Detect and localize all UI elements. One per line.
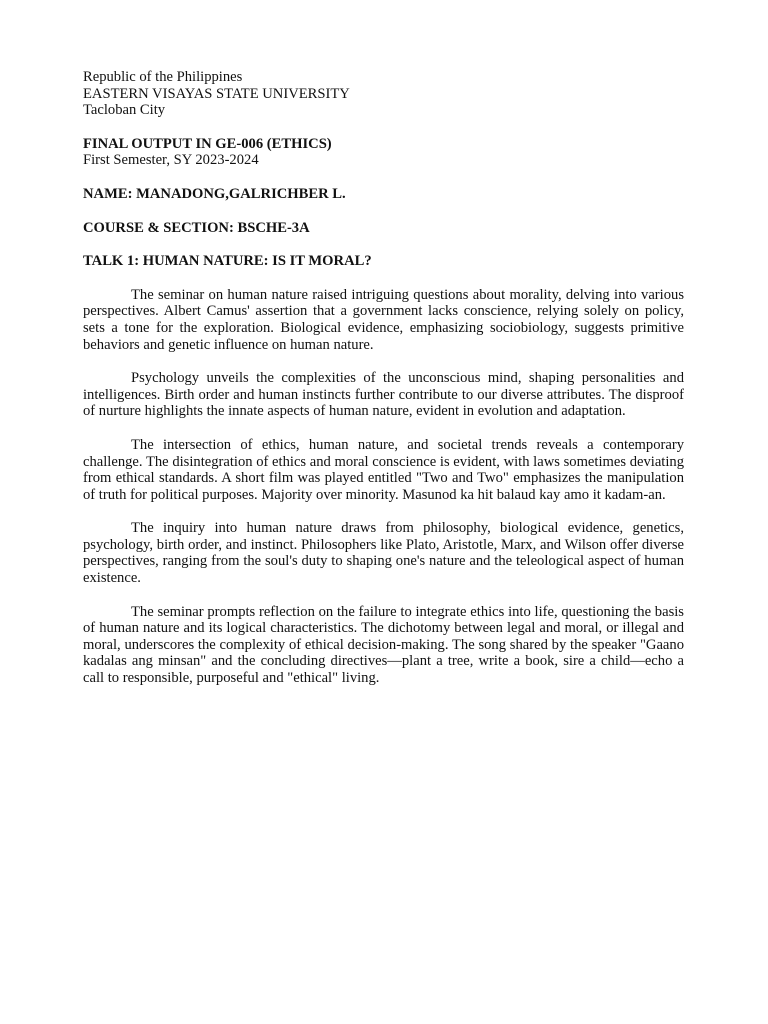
paragraph-2: Psychology unveils the complexities of the unconscious mind, shaping personalities and intelligences. Birth order and human instincts further contribute to our diverse attributes. The disproof of nurture highlights the innate aspects of human nature, evident in evolution and adaptation. [83, 370, 684, 420]
paragraph-1: The seminar on human nature raised intriguing questions about morality, delving into various perspectives. Albert Camus' assertion that a government lacks conscience, relying solely on policy, sets a tone for the exploration. Biological evidence, emphasizing sociobiology, suggests primitive behaviors and genetic influence on human nature. [83, 286, 684, 353]
spacer [83, 119, 684, 136]
spacer [83, 169, 684, 186]
talk-heading: TALK 1: HUMAN NATURE: IS IT MORAL? [83, 253, 372, 270]
paragraph-5: The seminar prompts reflection on the failure to integrate ethics into life, questioning the basis of human nature and its logical characteristics. The dichotomy between legal and moral, or illegal and moral, underscores the complexity of ethical decision-making. The song shared by the speaker "Gaano kadalas ang minsan" and the concluding directives—plant a tree, write a book, sire a child—echo a call to responsible, purposeful and "ethical" living. [83, 603, 684, 687]
spacer [83, 270, 684, 287]
spacer [83, 503, 684, 520]
course-section: COURSE & SECTION: BSCHE-3A [83, 219, 310, 236]
spacer [83, 587, 684, 604]
city-line: Tacloban City [83, 102, 166, 119]
course-title: FINAL OUTPUT IN GE-006 (ETHICS) [83, 135, 332, 152]
semester-line: First Semester, SY 2023-2024 [83, 152, 259, 169]
spacer [83, 203, 684, 220]
paragraph-4: The inquiry into human nature draws from philosophy, biological evidence, genetics, psychology, birth order, and instinct. Philosophers like Plato, Aristotle, Marx, and Wilson offer diverse perspectives, ranging from the soul's duty to shaping one's nature and the teleological aspect of human existence. [83, 520, 684, 587]
university-line: EASTERN VISAYAS STATE UNIVERSITY [83, 85, 350, 102]
paragraph-3: The intersection of ethics, human nature, and societal trends reveals a contemporary challenge. The disintegration of ethics and moral conscience is evident, with laws sometimes deviating from ethical standards. A short film was played entitled "Two and Two" emphasizes the manipulation of truth for political purposes. Majority over minority. Masunod ka hit balaud kay amo it kadam-an. [83, 436, 684, 503]
spacer [83, 236, 684, 253]
country-line: Republic of the Philippines [83, 69, 243, 85]
student-name: NAME: MANADONG,GALRICHBER L. [83, 185, 346, 202]
spacer [83, 353, 684, 370]
spacer [83, 420, 684, 437]
document-page [83, 69, 684, 687]
